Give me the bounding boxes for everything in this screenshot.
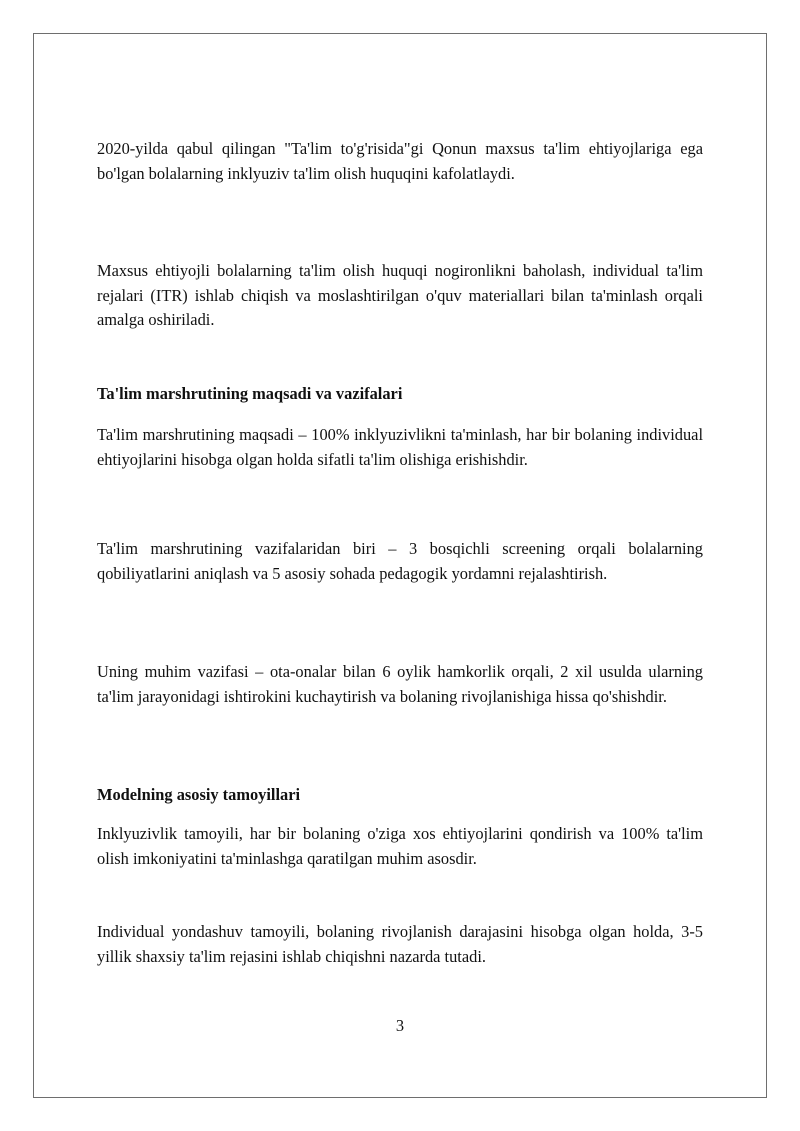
page-number: 3 xyxy=(395,1016,405,1035)
section-heading-principles: Modelning asosiy tamoyillari xyxy=(97,785,301,804)
section2-paragraph-2: Individual yondashuv tamoyili, bolaning rivojlanish darajasini hisobga olgan holda, 3-5 yillik shaxsiy ta'lim rejasini ishlab chiqishni nazarda tutadi. xyxy=(97,922,703,966)
intro-paragraph-1: 2020-yilda qabul qilingan "Ta'lim to'g'risida"gi Qonun maxsus ta'lim ehtiyojlariga ega bo'lgan bolalarning inklyuziv ta'lim olish huquqini kafolatlaydi. xyxy=(97,139,703,183)
section1-paragraph-2: Ta'lim marshrutining vazifalaridan biri – 3 bosqichli screening orqali bolalarning qobiliyatlarini aniqlash va 5 asosiy sohada pedagogik yordamni rejalashtirish. xyxy=(97,539,703,583)
section1-paragraph-3: Uning muhim vazifasi – ota-onalar bilan 6 oylik hamkorlik orqali, 2 xil usulda ularning ta'lim jarayonidagi ishtirokini kuchaytirish va bolaning rivojlanishiga hissa qo'shishdir. xyxy=(97,662,703,706)
section-heading-goals: Ta'lim marshrutining maqsadi va vazifalari xyxy=(97,384,403,403)
section2-paragraph-1: Inklyuzivlik tamoyili, har bir bolaning o'ziga xos ehtiyojlarini qondirish va 100% ta'lim olish imkoniyatini ta'minlashga qaratilgan muhim asosdir. xyxy=(97,824,703,868)
intro-paragraph-2: Maxsus ehtiyojli bolalarning ta'lim olish huquqi nogironlikni baholash, individual ta'lim rejalari (ITR) ishlab chiqish va moslashtirilgan o'quv materiallari bilan ta'minlash orqali amalga oshiriladi. xyxy=(97,261,703,329)
section1-paragraph-1: Ta'lim marshrutining maqsadi – 100% inklyuzivlikni ta'minlash, har bir bolaning individual ehtiyojlarini hisobga olgan holda sifatli ta'lim olishiga erishishdir. xyxy=(97,425,703,469)
